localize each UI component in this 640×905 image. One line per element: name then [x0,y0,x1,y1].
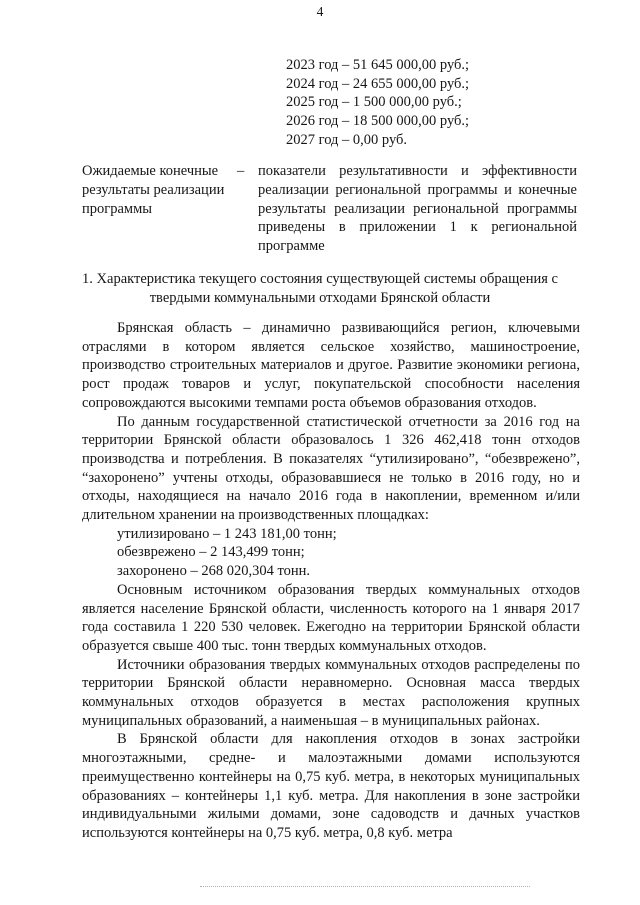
paragraph: Основным источником образования твердых коммунальных отходов является население Брянской области, численность которого на 1 января 2017 года составила 1 220 530 человек. Ежегодно на территории Брянской области образуется свыше 400 тыс. тонн твердых коммунальных отходов. [82,581,580,654]
funding-line: 2027 год – 0,00 руб. [286,131,408,148]
expected-results-text: показатели результативности и эффективности реализации региональной программы и конечные результаты реализации региональной программы приведены в приложении 1 к региональной программе [258,163,577,255]
paragraph: Источники образования твердых коммунальных отходов распределены по территории Брянской области неравномерно. Основная масса твердых коммунальных отходов образуется в местах расположения крупных муниципальных образований, а наименьшая – в муниципальных районах. [82,656,580,729]
list-item: захоронено – 268 020,304 тонн. [117,563,310,580]
funding-line: 2023 год – 51 645 000,00 руб.; [286,57,470,73]
paragraph: В Брянской области для накопления отходов в зонах застройки многоэтажными, средне- и малоэтажными домами используются преимущественно контейнеры на 0,75 куб. метра, в некоторых муниципальных образованиях – контейнеры 1,1 куб. метра. Для накопления в зоне застройки индивидуальными жилыми домами, зоне садоводств и дачных участков используются контейнеры на 0,75 куб. метра, 0,8 куб. метра [82,731,580,841]
page-number: 4 [316,4,324,19]
expected-results-label-block [82,162,252,218]
paragraph: По данным государственной статистической отчетности за 2016 год на территории Брянской области образовалось 1 326 462,418 тонн отходов производства и потребления. В показателях “утилизировано”, “обезврежено”, “захоронено” учтены отходы, образовавшиеся не только в 2016 году, но и отходы, находящиеся на начало 2016 года в накоплении, временном и/или длительном хранении на производственных площадках: [82,413,580,524]
section-heading: 1. Характеристика текущего состояния существующей системы обращения с твердыми коммунальными отходами Брянской области [82,271,558,306]
funding-line: 2026 год – 18 500 000,00 руб.; [286,113,470,130]
funding-line: 2025 год – 1 500 000,00 руб.; [286,94,462,111]
expected-results-label: Ожидаемые конечные результаты реализации программы [82,163,225,217]
footer-divider [200,886,530,887]
funding-by-year [286,56,469,150]
expected-results-dash: – [237,163,245,179]
list-item: утилизировано – 1 243 181,00 тонн; [117,525,337,542]
funding-line: 2024 год – 24 655 000,00 руб.; [286,75,470,92]
paragraph: Брянская область – динамично развивающийся регион, ключевыми отраслями в котором является сельское хозяйство, машиностроение, производство строительных материалов и другое. Развитие экономики региона, рост продаж товаров и услуг, покупательской способности населения сопровождаются высокими темпами роста объемов образования отходов. [82,320,580,411]
list-item: обезврежено – 2 143,499 тонн; [117,544,305,561]
body-text [82,319,580,843]
